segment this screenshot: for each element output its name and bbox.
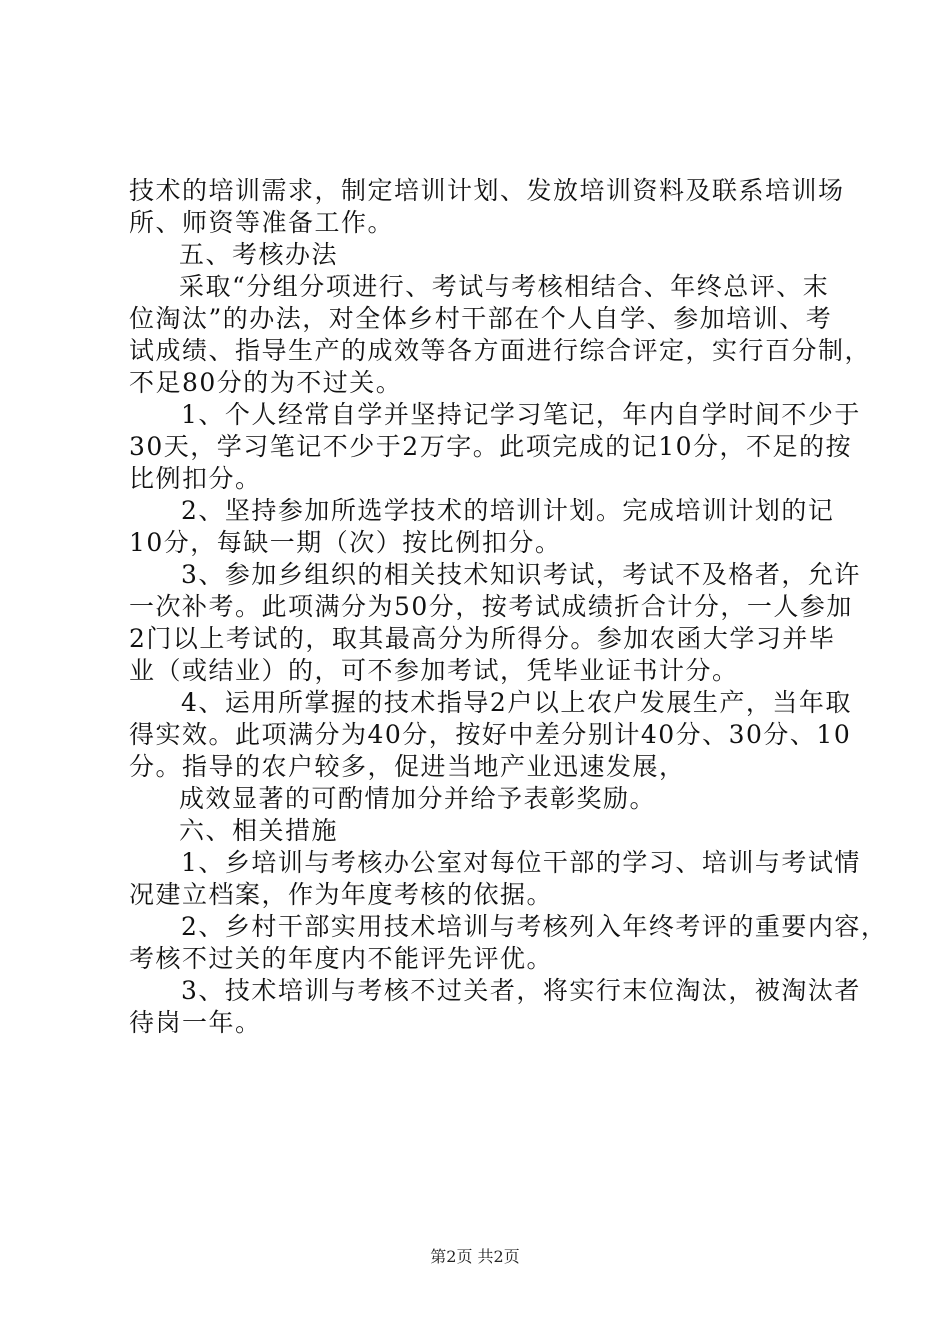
body-line: 位淘汰”的办法，对全体乡村干部在个人自学、参加培训、考 (129, 304, 833, 333)
section-heading-5: 五、考核办法 (179, 240, 339, 269)
body-line: 3、技术培训与考核不过关者，将实行末位淘汰，被淘汰者 (181, 976, 861, 1005)
body-line: 采取“分组分项进行、考试与考核相结合、年终总评、末 (179, 272, 830, 301)
body-line: 1、个人经常自学并坚持记学习笔记，年内自学时间不少于 (181, 400, 861, 429)
body-line: 试成绩、指导生产的成效等各方面进行综合评定，实行百分制， (129, 336, 872, 365)
body-line: 4、运用所掌握的技术指导2户以上农户发展生产，当年取 (181, 688, 852, 717)
body-line: 30天，学习笔记不少于2万字。此项完成的记10分，不足的按 (129, 432, 853, 461)
body-line: 10分，每缺一期（次）按比例扣分。 (129, 528, 562, 557)
document-body (129, 175, 888, 1039)
body-line: 待岗一年。 (129, 1008, 262, 1037)
body-line: 2、坚持参加所选学技术的培训计划。完成培训计划的记 (181, 496, 835, 525)
body-line: 3、参加乡组织的相关技术知识考试，考试不及格者，允许 (181, 560, 861, 589)
body-line: 所、师资等准备工作。 (129, 208, 395, 237)
body-line: 1、乡培训与考核办公室对每位干部的学习、培训与考试情 (181, 848, 861, 877)
body-line: 技术的培训需求，制定培训计划、发放培训资料及联系培训场 (129, 176, 845, 205)
body-line: 成效显著的可酌情加分并给予表彰奖励。 (179, 784, 657, 813)
body-line: 不足80分的为不过关。 (129, 368, 403, 397)
body-line: 考核不过关的年度内不能评先评优。 (129, 944, 554, 973)
body-line: 比例扣分。 (129, 464, 262, 493)
page-footer: 第2页 共2页 (430, 1247, 520, 1266)
body-line: 2、乡村干部实用技术培训与考核列入年终考评的重要内容， (181, 912, 888, 941)
body-line: 得实效。此项满分为40分，按好中差分别计40分、30分、10 (129, 720, 852, 749)
section-heading-6: 六、相关措施 (179, 816, 339, 845)
body-line: 2门以上考试的，取其最高分为所得分。参加农函大学习并毕 (129, 624, 836, 653)
body-line: 况建立档案，作为年度考核的依据。 (129, 880, 554, 909)
body-line: 业（或结业）的，可不参加考试，凭毕业证书计分。 (129, 656, 739, 685)
body-line: 一次补考。此项满分为50分，按考试成绩折合计分，一人参加 (129, 592, 853, 621)
body-line: 分。指导的农户较多，促进当地产业迅速发展， (129, 752, 686, 781)
